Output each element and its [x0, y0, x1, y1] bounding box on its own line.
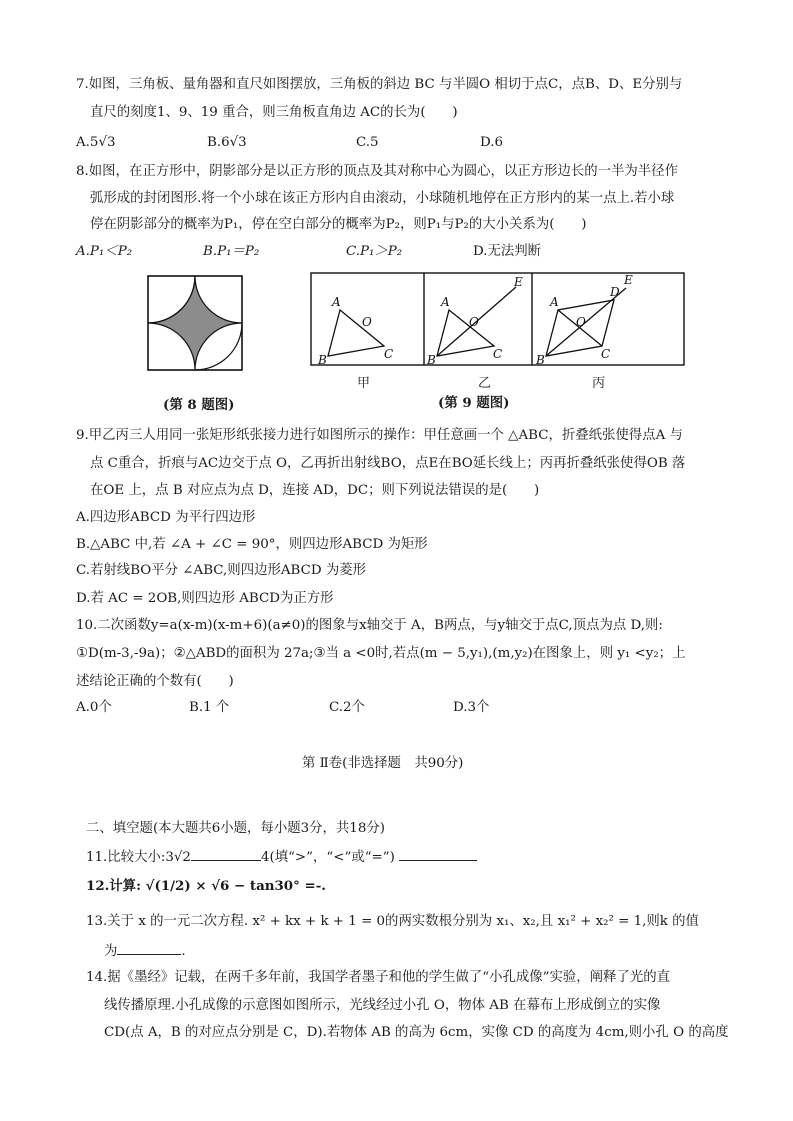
figure-8-diagram — [140, 268, 250, 380]
label-d-bing: D — [610, 285, 620, 299]
label-e-bing: E — [624, 273, 633, 287]
q8-option-a: A.P₁＜P₂ — [76, 244, 133, 259]
q9-line-2: 点 C重合，折痕与AC边交于点 O，乙再折出射线BO，点E在BO延长线上；丙再折叠纸张使得OB 落 — [90, 456, 686, 471]
q14-line-1: 14.据《墨经》记载，在两千多年前，我国学者墨子和他的学生做了“小孔成像”实验，阐释了光的直 — [86, 970, 670, 985]
figure-9-diagram — [310, 270, 686, 370]
q7-option-a: A.5√3 — [76, 135, 116, 150]
q8-line-2: 弧形成的封闭图形.将一个小球在该正方形内自由滚动，小球随机地停在正方形内的某一点上.若小球 — [90, 191, 675, 206]
q7-line-2: 直尺的刻度1、9、19 重合，则三角板直角边 AC的长为( ) — [90, 105, 458, 120]
q9-option-b: B.△ABC 中,若 ∠A + ∠C = 90°，则四边形ABCD 为矩形 — [76, 537, 428, 552]
label-a-jia: A — [332, 295, 341, 309]
q10-option-b: B.1 个 — [189, 700, 230, 715]
panel-label-bing: 丙 — [592, 376, 606, 391]
q13-prefix: 为 — [104, 944, 118, 959]
q8-line-3: 停在阴影部分的概率为P₁，停在空白部分的概率为P₂，则P₁与P₂的大小关系为( ) — [90, 217, 587, 232]
q9-option-d: D.若 AC = 2OB,则四边形 ABCD为正方形 — [76, 591, 334, 606]
q8-option-d: D.无法判断 — [473, 244, 542, 259]
q10-line-2: ①D(m-3,-9a)；②△ABD的面积为 27a;③当 a <0时,若点(m − 5,y₁),(m,y₂)在图象上，则 y₁ <y₂；上 — [76, 646, 686, 661]
label-e-yi: E — [514, 275, 523, 289]
q10-line-3: 述结论正确的个数有( ) — [76, 674, 234, 689]
q9-option-a: A.四边形ABCD 为平行四边形 — [76, 510, 256, 525]
q7-option-c: C.5 — [356, 135, 379, 150]
label-o-yi: O — [469, 315, 479, 329]
label-c-bing: C — [601, 347, 611, 361]
q13-line-2 — [104, 940, 186, 962]
q11-prefix: 11.比较大小:3√2 — [86, 850, 191, 865]
part-2-title: 第 Ⅱ卷(非选择题 共90分) — [302, 756, 464, 771]
q14-line-3: CD(点 A，B 的对应点分别是 C，D).若物体 AB 的高为 6cm，实像 CD 的高度为 4cm,则小孔 O 的高度 — [104, 1025, 729, 1040]
q12-line: 12.计算: √(1/2) × √6 − tan30° =-. — [86, 878, 326, 894]
label-b-yi: B — [427, 353, 436, 367]
q10-option-d: D.3个 — [453, 700, 490, 715]
q8-line-1: 8.如图，在正方形中，阴影部分是以正方形的顶点及其对称中心为圆心，以正方形边长的一半为半径作 — [76, 164, 678, 179]
q9-option-c: C.若射线BO平分 ∠ABC,则四边形ABCD 为菱形 — [76, 563, 367, 578]
section-2-title: 二、填空题(本大题共6小题，每小题3分，共18分) — [86, 821, 385, 836]
q8-option-b: B.P₁＝P₂ — [203, 244, 260, 259]
q9-line-1: 9.甲乙丙三人用同一张矩形纸张接力进行如图所示的操作：甲任意画一个 △ABC，折叠纸张使得点A 与 — [76, 428, 683, 443]
q8-option-c: C.P₁＞P₂ — [346, 244, 403, 259]
panel-label-jia: 甲 — [357, 376, 371, 391]
q13-suffix: . — [181, 944, 186, 959]
label-o-bing: O — [576, 315, 586, 329]
q11-blank-1[interactable] — [191, 846, 261, 861]
label-a-yi: A — [441, 295, 450, 309]
label-o-jia: O — [362, 315, 372, 329]
q10-option-c: C.2个 — [329, 700, 365, 715]
label-c-jia: C — [384, 347, 394, 361]
q10-option-a: A.0个 — [76, 700, 112, 715]
figure-9-caption: (第 9 题图) — [438, 395, 510, 411]
q7-option-b: B.6√3 — [207, 135, 247, 150]
label-a-bing: A — [550, 295, 559, 309]
q13-blank[interactable] — [117, 940, 181, 955]
q11-middle: 4(填“>”，“<”或“=”) — [260, 850, 395, 865]
q9-line-3: 在OE 上，点 B 对应点为点 D，连接 AD，DC；则下列说法错误的是( ) — [90, 483, 540, 498]
q10-line-1: 10.二次函数y=a(x-m)(x-m+6)(a≠0)的图象与x轴交于 A，B两点，与y轴交于点C,顶点为点 D,则: — [76, 618, 663, 633]
panel-jia-drawing — [328, 310, 384, 356]
q7-option-d: D.6 — [480, 135, 504, 150]
q14-line-2: 线传播原理.小孔成像的示意图如图所示，光线经过小孔 O，物体 AB 在幕布上形成倒立的实像 — [104, 998, 661, 1013]
q13-line-1: 13.关于 x 的一元二次方程. x² + kx + k + 1 = 0的两实数根分别为 x₁、x₂,且 x₁² + x₂² = 1,则k 的值 — [86, 914, 699, 929]
q11-line — [86, 846, 477, 868]
q11-blank-2[interactable] — [399, 846, 477, 861]
q7-line-1: 7.如图，三角板、量角器和直尺如图摆放，三角板的斜边 BC 与半圆O 相切于点C，点B、D、E分别与 — [76, 77, 683, 92]
label-b-jia: B — [318, 353, 327, 367]
label-b-bing: B — [536, 353, 545, 367]
label-c-yi: C — [493, 347, 503, 361]
figure-8-caption: (第 8 题图) — [163, 397, 235, 413]
panel-label-yi: 乙 — [478, 376, 492, 391]
